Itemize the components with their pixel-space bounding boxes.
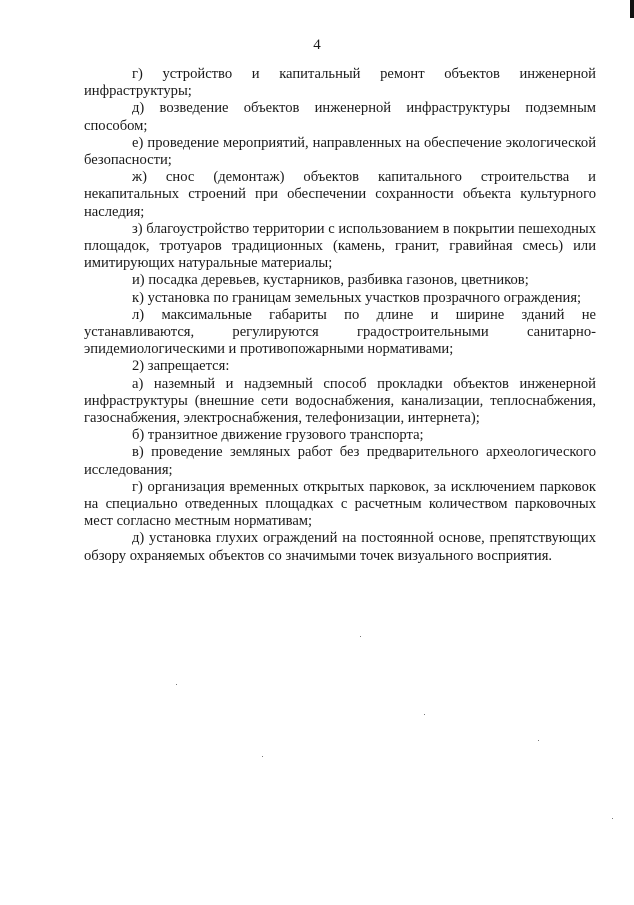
scan-speck [538,740,539,741]
paragraph-b-freight-transit: б) транзитное движение грузового транспорта; [132,427,424,444]
scan-speck [176,684,177,685]
paragraph-d-solid-fences: д) установка глухих ограждений на постоянной основе, препятствующих обзору охраняемых объектов со значимыми точек визуального восприятия. [84,530,596,564]
scan-speck [424,714,425,715]
paragraph-l-building-dimensions: л) максимальные габариты по длине и ширине зданий не устанавливаются, регулируются градостроительными санитарно-эпидемиологическими и противопожарными нормативами; [84,306,596,358]
paragraph-k-transparent-fence: к) установка по границам земельных участков прозрачного ограждения; [132,289,582,306]
paragraph-g-engineering-repair: г) устройство и капитальный ремонт объектов инженерной инфраструктуры; [84,66,596,100]
page-number: 4 [313,37,321,53]
paragraph-e-ecological-safety: е) проведение мероприятий, направленных на обеспечение экологической безопасности; [84,134,596,169]
paragraph-i-planting: и) посадка деревьев, кустарников, разбивка газонов, цветников; [132,272,529,289]
paragraph-a-overground-infrastructure: а) наземный и надземный способ прокладки объектов инженерной инфраструктуры (внешние сети водоснабжения, канализации, теплоснабжения, газоснабжения, электроснабжения, телефонизации, интернета); [84,375,596,427]
scan-edge-mark [630,0,634,18]
scan-speck [612,818,613,819]
document-body [84,66,596,565]
scan-speck [360,636,361,637]
paragraph-zh-demolition: ж) снос (демонтаж) объектов капитального строительства и некапитальных строений при обеспечении сохранности объекта культурного наследия; [84,169,596,220]
paragraph-g-temporary-parking: г) организация временных открытых парковок, за исключением парковок на специально отведенных площадках с расчетным количеством парковочных мест согласно местным нормативам; [84,478,596,530]
scan-speck [262,756,263,757]
paragraph-v-earthworks: в) проведение земляных работ без предварительного археологического исследования; [84,444,596,478]
section-heading-prohibited: 2) запрещается: [132,358,230,375]
paragraph-d-underground-infrastructure: д) возведение объектов инженерной инфраструктуры подземным способом; [84,100,596,134]
paragraph-z-landscaping: з) благоустройство территории с использованием в покрытии пешеходных площадок, тротуаров традиционных (камень, гранит, гравийная смесь) или имитирующих натуральные материалы; [84,220,596,272]
